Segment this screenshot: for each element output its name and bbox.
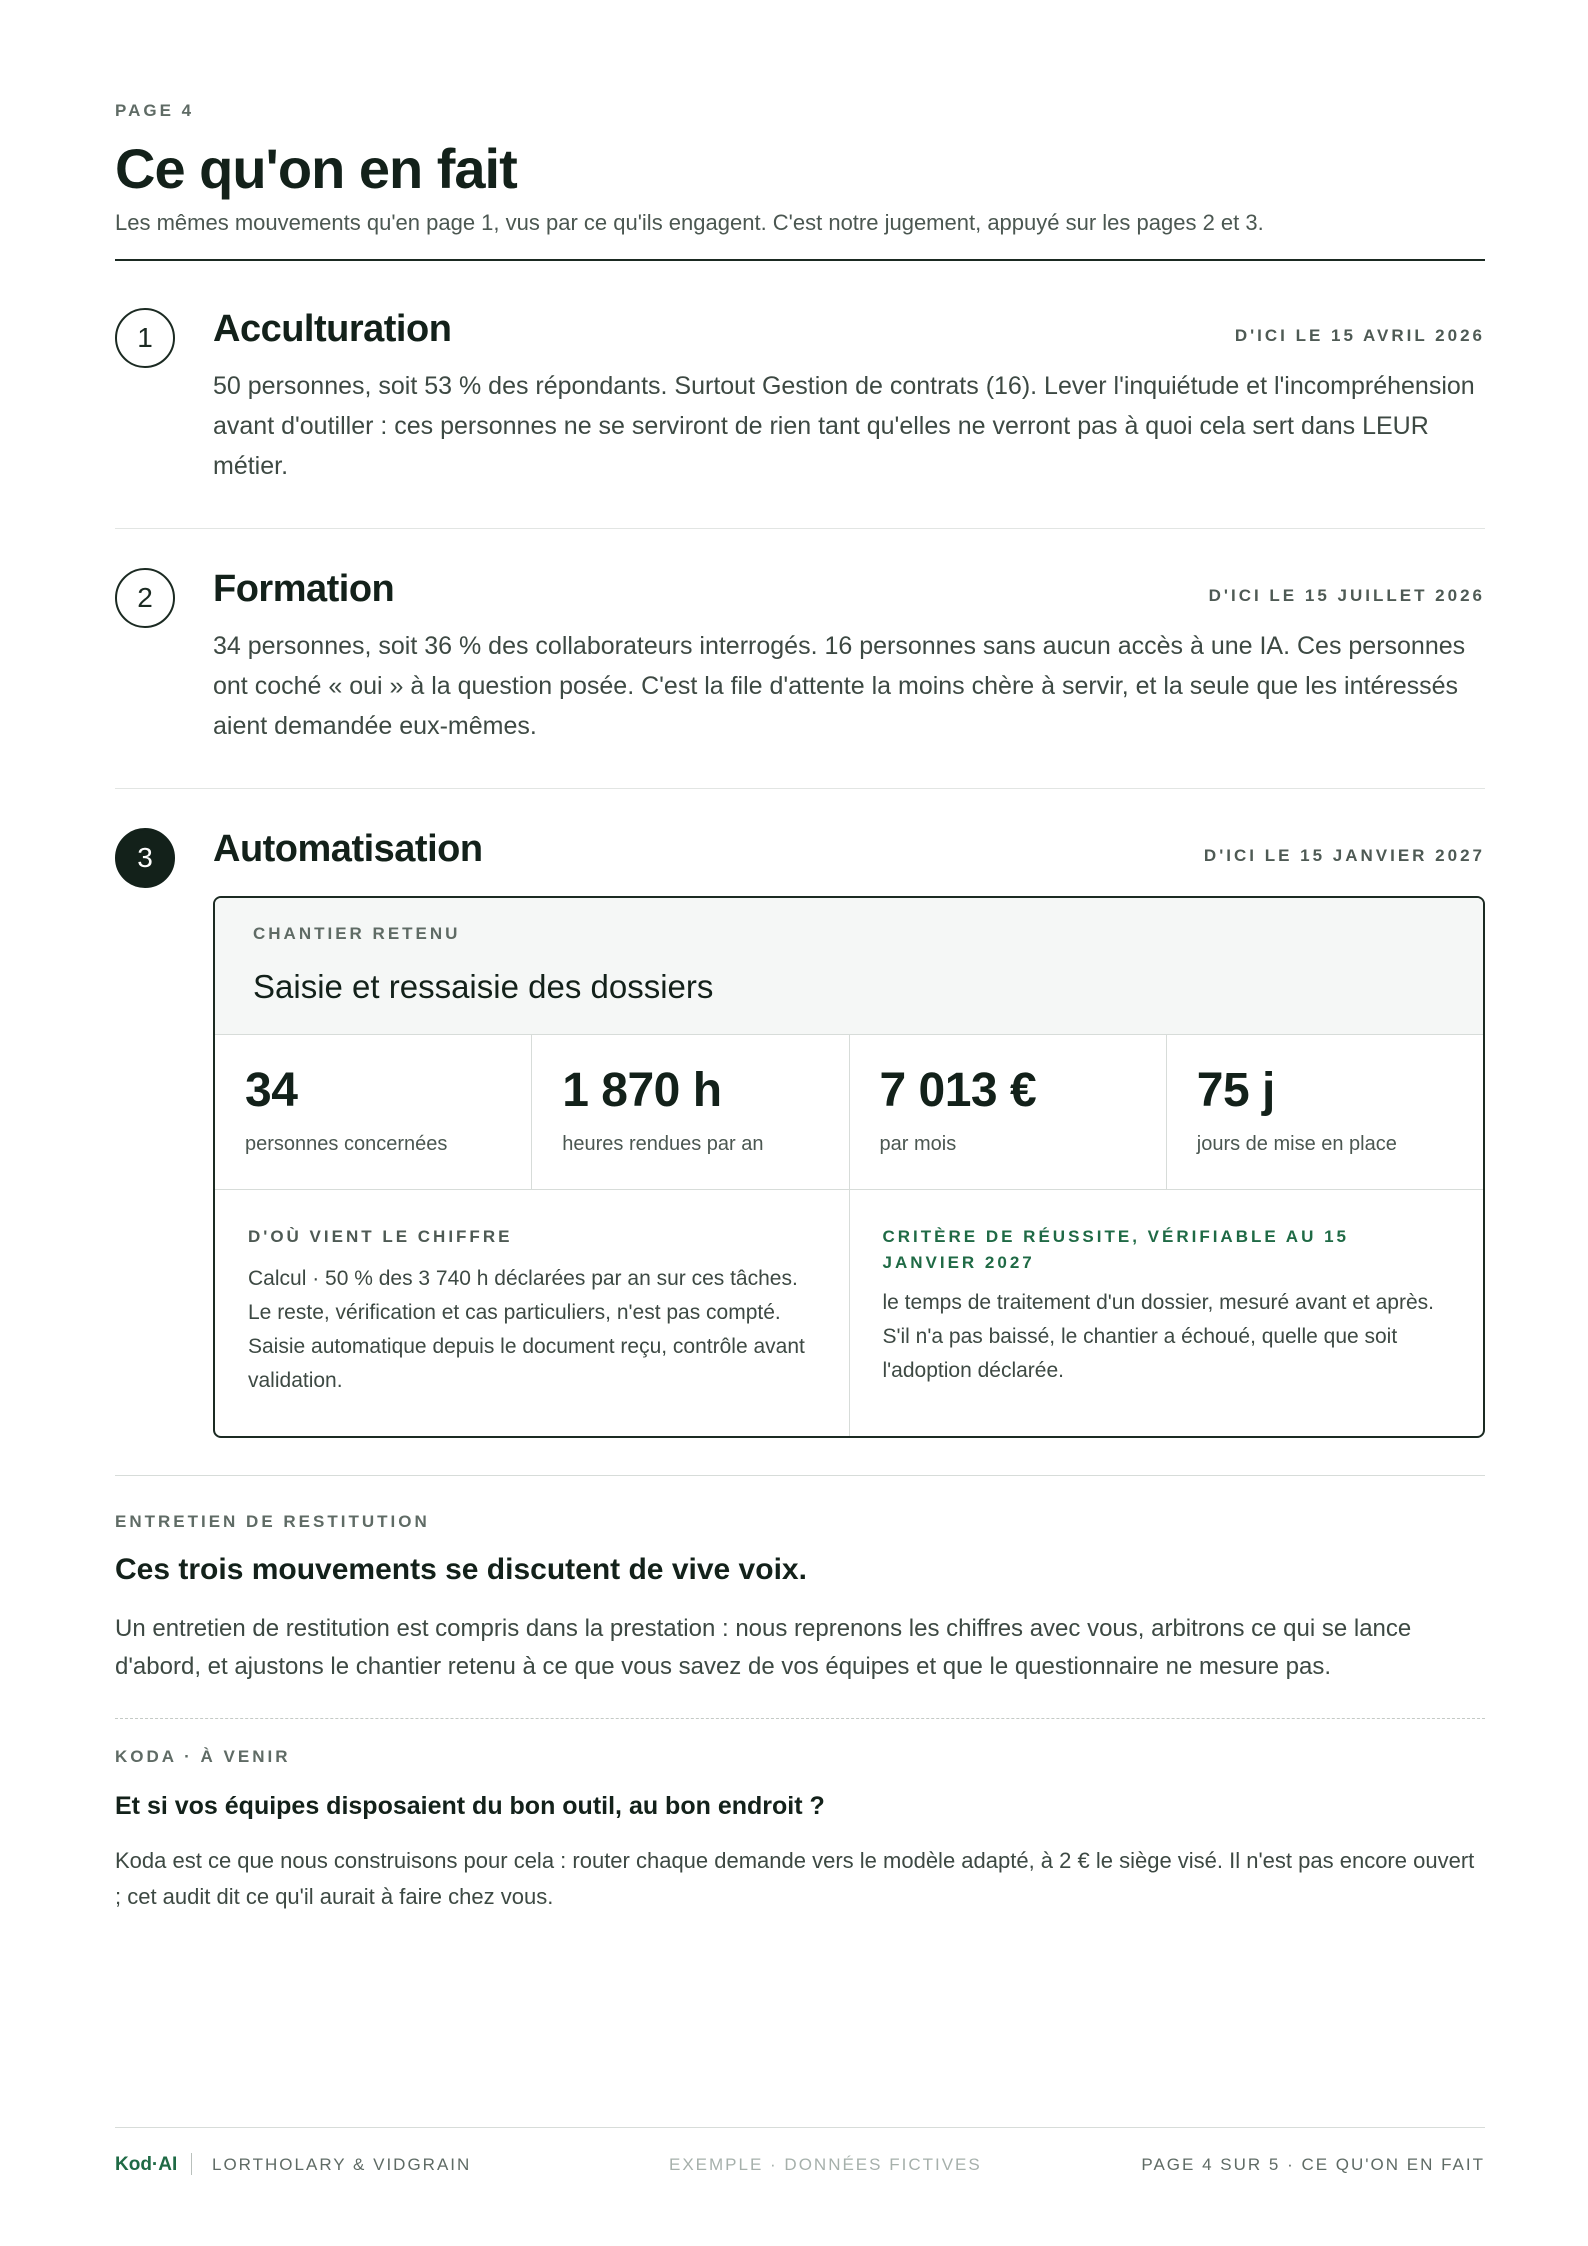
section-deadline: D'ICI LE 15 JANVIER 2027	[1203, 846, 1485, 865]
detail-eyebrow: D'OÙ VIENT LE CHIFFRE	[248, 1227, 513, 1246]
chantier-eyebrow: CHANTIER RETENU	[253, 924, 461, 943]
kpi-people	[215, 1035, 532, 1189]
section-deadline: D'ICI LE 15 JUILLET 2026	[1208, 586, 1485, 605]
brand-logo: Kod·AI	[115, 2154, 178, 2175]
kpi-setup-days	[1167, 1035, 1483, 1189]
footer-client: LORTHOLARY & VIDGRAIN	[212, 2155, 472, 2174]
kpi-value: 1 870 h	[562, 1064, 722, 1117]
page-subtitle: Les mêmes mouvements qu'en page 1, vus par ce qu'ils engagent. C'est notre jugement, appuyé sur les pages 2 et 3.	[115, 210, 1264, 235]
chantier-header	[215, 898, 1483, 1035]
kpi-row	[215, 1035, 1483, 1190]
chantier-card	[213, 896, 1485, 1438]
section-number-badge: 2	[115, 568, 175, 628]
section-divider	[115, 1475, 1485, 1476]
chantier-title: Saisie et ressaisie des dossiers	[253, 968, 714, 1005]
footer-separator	[191, 2153, 192, 2175]
section-number-badge: 3	[115, 828, 175, 888]
section-title: Formation	[213, 568, 395, 610]
section-divider	[115, 528, 1485, 529]
page-label: PAGE 4	[115, 101, 195, 120]
restitution-title: Ces trois mouvements se discutent de vive voix.	[115, 1553, 807, 1586]
koda-title: Et si vos équipes disposaient du bon outil, au bon endroit ?	[115, 1792, 825, 1820]
section-title: Automatisation	[213, 828, 483, 870]
section-body: 34 personnes, soit 36 % des collaborateurs interrogés. 16 personnes sans aucun accès à une IA. Ces personnes ont coché « oui » à la question posée. C'est la file d'attente la moins chère à servir, et la seule que les intéressés aient demandée eux-mêmes.	[213, 632, 1466, 740]
kpi-label: par mois	[879, 1133, 957, 1155]
section-number-badge: 1	[115, 308, 175, 368]
kpi-label: personnes concernées	[245, 1133, 448, 1155]
header-divider	[115, 259, 1485, 261]
document-page	[115, 0, 1485, 2246]
detail-body: Calcul · 50 % des 3 740 h déclarées par an sur ces tâches. Le reste, vérification et cas particuliers, n'est pas compté. Saisie automatique depuis le document reçu, contrôle avant validation.	[248, 1267, 805, 1392]
footer-notice: EXEMPLE · DONNÉES FICTIVES	[669, 2155, 982, 2174]
footer-page-number: PAGE 4 SUR 5 · CE QU'ON EN FAIT	[1141, 2155, 1485, 2174]
section-title: Acculturation	[213, 308, 452, 350]
kpi-value: 7 013 €	[879, 1064, 1037, 1117]
kpi-label: heures rendues par an	[562, 1133, 764, 1155]
kpi-monthly-value	[850, 1035, 1167, 1189]
restitution-eyebrow: ENTRETIEN DE RESTITUTION	[115, 1512, 430, 1531]
section-divider	[115, 788, 1485, 789]
dashed-divider	[115, 1718, 1485, 1719]
koda-eyebrow: KODA · À VENIR	[115, 1747, 291, 1766]
kpi-value: 75 j	[1196, 1064, 1275, 1117]
restitution-body: Un entretien de restitution est compris dans la prestation : nous reprenons les chiffres avec vous, arbitrons ce qui se lance d'abord, et ajustons le chantier retenu à ce que vous savez de vos équipes et que le questionnaire ne mesure pas.	[115, 1615, 1412, 1680]
figure-origin-panel	[215, 1190, 850, 1438]
section-deadline: D'ICI LE 15 AVRIL 2026	[1234, 326, 1485, 345]
kpi-label: jours de mise en place	[1196, 1133, 1397, 1155]
page-title: Ce qu'on en fait	[115, 137, 517, 200]
detail-eyebrow: CRITÈRE DE RÉUSSITE, VÉRIFIABLE AU 15 JANVIER 2027	[882, 1227, 1349, 1272]
kpi-value: 34	[245, 1064, 298, 1117]
kpi-hours	[532, 1035, 849, 1189]
koda-body: Koda est ce que nous construisons pour cela : router chaque demande vers le modèle adapté, à 2 € le siège visé. Il n'est pas encore ouvert ; cet audit dit ce qu'il aurait à faire chez vous.	[115, 1848, 1475, 1909]
success-criterion-panel	[850, 1190, 1484, 1438]
footer-divider	[115, 2127, 1485, 2128]
detail-row	[215, 1190, 1483, 1438]
page-footer	[115, 2154, 1485, 2178]
detail-body: le temps de traitement d'un dossier, mesuré avant et après. S'il n'a pas baissé, le chantier a échoué, quelle que soit l'adoption déclarée.	[882, 1291, 1434, 1382]
section-body: 50 personnes, soit 53 % des répondants. Surtout Gestion de contrats (16). Lever l'inquiétude et l'incompréhension avant d'outiller : ces personnes ne se serviront de rien tant qu'elles ne verront pas à quoi cela sert dans LEUR métier.	[213, 372, 1475, 480]
